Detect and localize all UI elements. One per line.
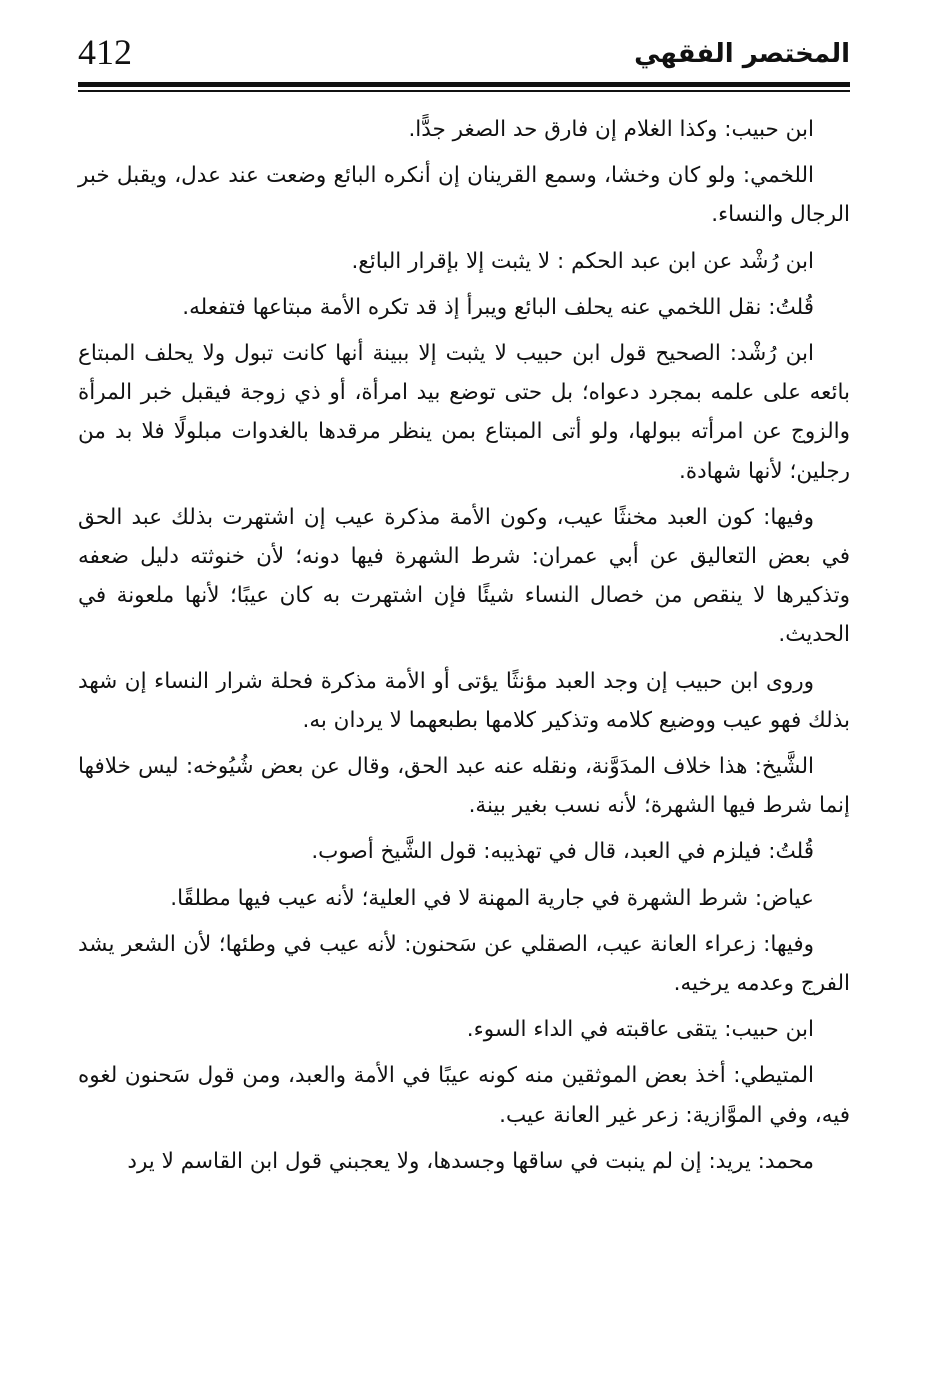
page-header [78, 28, 850, 80]
header-rule-thick [78, 82, 850, 87]
paragraph-8: الشَّيخ: هذا خلاف المدَوَّنة، ونقله عنه عبد الحق، وقال عن بعض شُيُوخه: ليس خلافها إنما شرط فيها الشهرة؛ لأنه نسب بغير بينة. [78, 754, 850, 819]
paragraph-12: ابن حبيب: يتقى عاقبته في الداء السوء. [466, 1017, 814, 1043]
paragraph-5: ابن رُشْد: الصحيح قول ابن حبيب لا يثبت إلا ببينة أنها كانت تبول ولا يحلف المبتاع بائعه على علمه بمجرد دعواه؛ بل حتى توضع بيد امرأة، أو ذي زوجة فيقبل خبر المرأة والزوج عن امرأته ببولها، ولو أتى المبتاع بمن ينظر مرقدها بالغدوات مبلولًا فلا بد من رجلين؛ لأنها شهادة. [78, 341, 850, 484]
paragraph-13: المتيطي: أخذ بعض الموثقين منه كونه عيبًا في الأمة والعبد، ومن قول سَحنون لغوه فيه، وفي الموَّازية: زعر غير العانة عيب. [78, 1063, 850, 1128]
running-title: المختصر الفقهي [634, 39, 850, 69]
paragraph-4: قُلتُ: نقل اللخمي عنه يحلف البائع ويبرأ إذ قد تكره الأمة مبتاعها فتفعله. [182, 294, 814, 320]
paragraph-14: محمد: يريد: إن لم ينبت في ساقها وجسدها، ولا يعجبني قول ابن القاسم لا يرد [127, 1148, 814, 1174]
paragraph-7: وروى ابن حبيب إن وجد العبد مؤنثًا يؤتى أو الأمة مذكرة فحلة شرار النساء إن شهد بذلك فهو عيب ووضيع كلامه وتذكير كلامها بطبعهما لا يردان به. [78, 668, 850, 733]
header-rule-thin [78, 90, 850, 92]
page-body [78, 110, 850, 1188]
paragraph-6: وفيها: كون العبد مخنثًا عيب، وكون الأمة مذكرة عيب إن اشتهرت بذلك عبد الحق في بعض التعاليق عن أبي عمران: شرط الشهرة فيها دونه؛ لأن خنوثته دليل ضعفه وتذكيرها لا ينقص من خصال النساء شيئًا فإن اشتهرت به كان عيبًا؛ لأنها ملعونة في الحديث. [78, 504, 850, 648]
paragraph-2: اللخمي: ولو كان وخشا، وسمع القرينان إن أنكره البائع وضعت عند عدل، ويقبل خبر الرجال والنساء. [78, 163, 850, 228]
paragraph-3: ابن رُشْد عن ابن عبد الحكم : لا يثبت إلا بإقرار البائع. [351, 248, 814, 274]
page-number: 412 [78, 32, 132, 72]
paragraph-9: قُلتُ: فيلزم في العبد، قال في تهذيبه: قول الشَّيخ أصوب. [311, 839, 814, 865]
paragraph-1: ابن حبيب: وكذا الغلام إن فارق حد الصغر جدًّا. [408, 117, 814, 142]
paragraph-11: وفيها: زعراء العانة عيب، الصقلي عن سَحنون: لأنه عيب في وطئها؛ لأن الشعر يشد الفرج وعدمه يرخيه. [78, 931, 850, 997]
paragraph-10: عياض: شرط الشهرة في جارية المهنة لا في العلية؛ لأنه عيب فيها مطلقًا. [170, 885, 814, 911]
